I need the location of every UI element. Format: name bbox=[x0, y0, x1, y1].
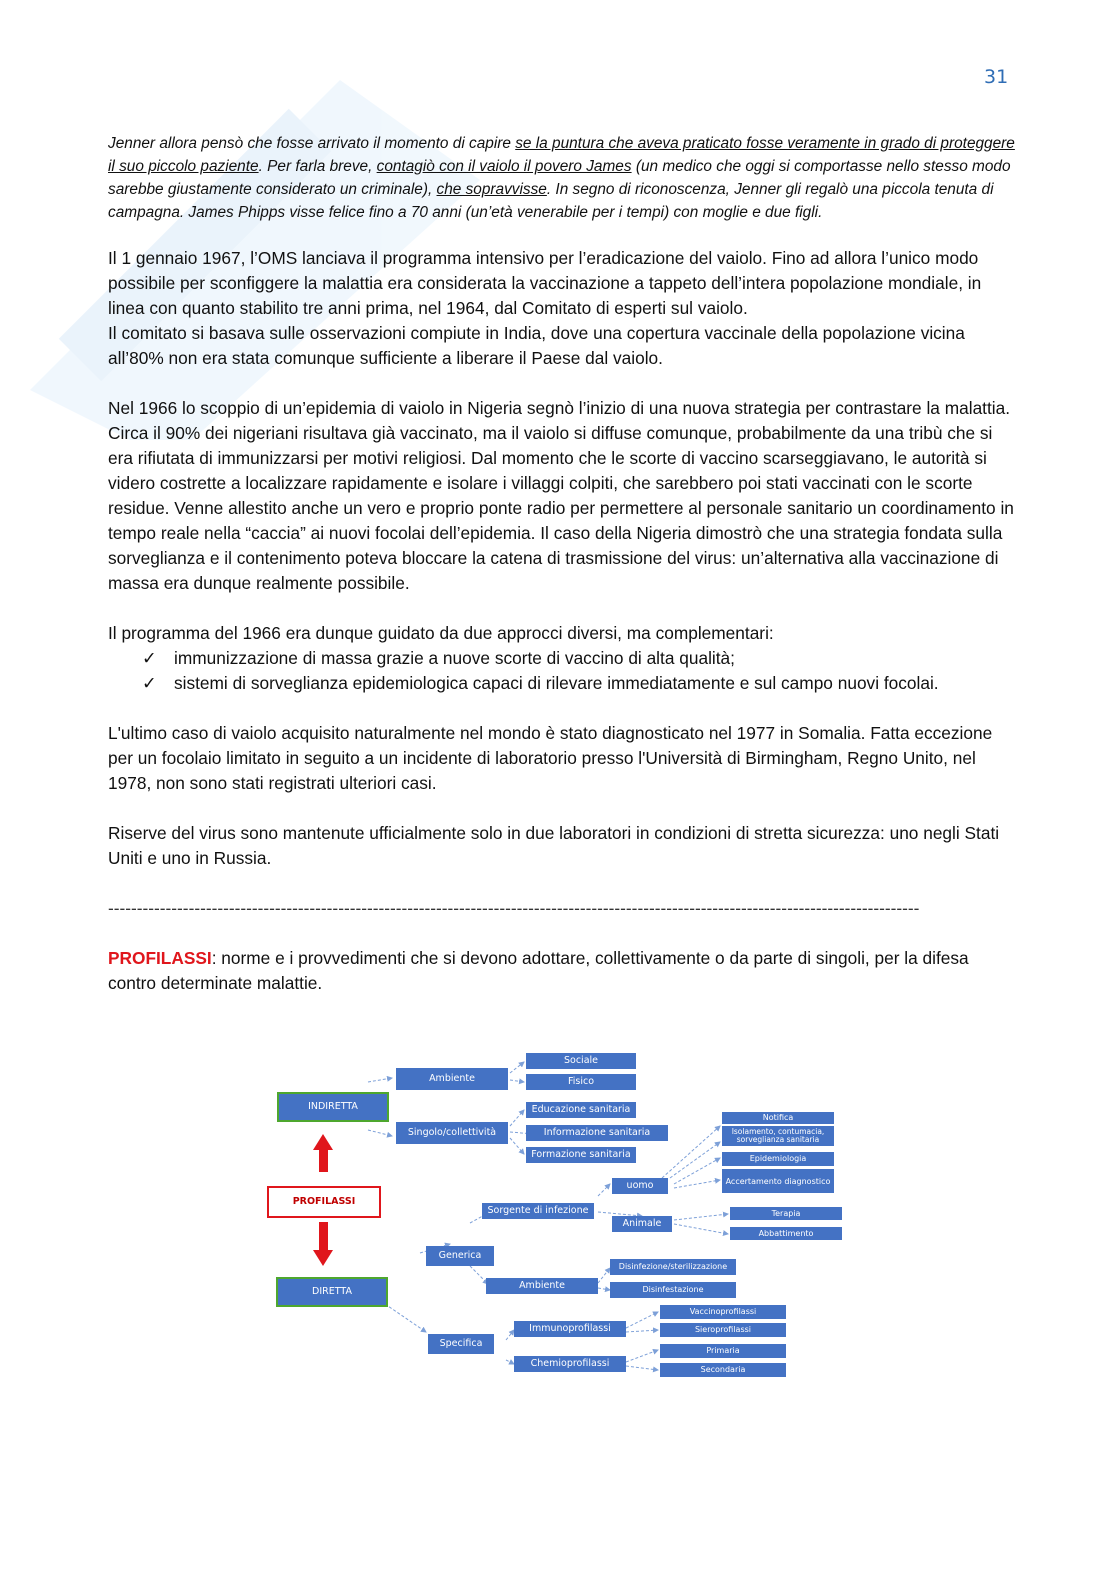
paragraph-ultimo-caso: L'ultimo caso di vaiolo acquisito naturalmente nel mondo è stato diagnosticato nel 1977 in Somalia. Fatta eccezione per un focolaio limitato in seguito a un incidente di laboratorio presso l'Università di Birmingham, Regno Unito, nel 1978, non sono stati registrati ulteriori casi. bbox=[108, 723, 993, 793]
italic-paragraph bbox=[108, 132, 1018, 224]
box-sieroprofilassi: Sieroprofilassi bbox=[660, 1323, 786, 1337]
box-specifica: Specifica bbox=[428, 1334, 494, 1354]
box-indiretta: INDIRETTA bbox=[277, 1092, 389, 1122]
box-ambiente: Ambiente bbox=[396, 1068, 508, 1090]
check-icon: ✓ bbox=[142, 673, 157, 693]
box-epidemiologia: Epidemiologia bbox=[722, 1152, 834, 1166]
profilassi-definition: : norme e i provvedimenti che si devono adottare, collettivamente o da parte di singoli, per la difesa contro determinate malattie. bbox=[108, 948, 969, 993]
paragraph-comitato: Il comitato si basava sulle osservazioni compiute in India, dove una copertura vaccinale della popolazione vicina all’80% non era stata comunque sufficiente a liberare il Paese dal vaiolo. bbox=[108, 323, 965, 368]
italic-text-4: . In segno di riconoscenza, Jenner gli regalò una piccola tenuta di campagna. James Phipps visse felice fino a 70 anni (un’età venerabile per i tempi) con moglie e due figli. bbox=[108, 181, 994, 221]
box-disinfestazione: Disinfestazione bbox=[610, 1282, 736, 1298]
paragraph-oms: Il 1 gennaio 1967, l’OMS lanciava il programma intensivo per l’eradicazione del vaiolo. Fino ad allora l’unico modo possibile per sconfiggere la malattia era considerata la vaccinazione a tappeto dell’intera popolazione mondiale, in linea con quanto stabilito tre anni prima, nel 1964, dal Comitato di esperti sul vaiolo. bbox=[108, 248, 982, 318]
list-item bbox=[142, 671, 1018, 696]
paragraph-programma: Il programma del 1966 era dunque guidato da due approcci diversi, ma complementari: bbox=[108, 623, 774, 643]
italic-text-2: . Per farla breve, bbox=[258, 158, 377, 175]
italic-underlined-3: che sopravvisse bbox=[436, 181, 547, 198]
box-sorgente-infezione: Sorgente di infezione bbox=[482, 1203, 594, 1219]
paragraph-riserve: Riserve del virus sono mantenute ufficialmente solo in due laboratori in condizioni di stretta sicurezza: uno negli Stati Uniti e uno in Russia. bbox=[108, 823, 1000, 868]
paragraph-profilassi bbox=[108, 946, 1018, 996]
page-number: 31 bbox=[984, 66, 1009, 88]
italic-text-1: Jenner allora pensò che fosse arrivato il momento di capire bbox=[108, 135, 516, 152]
box-sociale: Sociale bbox=[526, 1053, 636, 1069]
box-abbattimento: Abbattimento bbox=[730, 1227, 842, 1240]
box-fisico: Fisico bbox=[526, 1074, 636, 1090]
italic-text-3: (un medico che oggi si comportasse nello stesso modo sarebbe giustamente considerato un criminale), bbox=[108, 158, 1011, 198]
box-notifica: Notifica bbox=[722, 1112, 834, 1124]
profilassi-term: PROFILASSI bbox=[108, 948, 212, 968]
separator-line: --------------------------------------------------------------------------------------------------------------------------------------------- bbox=[108, 898, 920, 918]
box-educazione: Educazione sanitaria bbox=[526, 1102, 636, 1118]
profilassi-diagram bbox=[270, 1048, 870, 1388]
box-formazione: Formazione sanitaria bbox=[526, 1147, 636, 1163]
box-singolo-collettivita: Singolo/collettività bbox=[396, 1122, 508, 1144]
approach-list bbox=[108, 646, 1018, 696]
box-uomo: uomo bbox=[612, 1178, 668, 1194]
box-profilassi: PROFILASSI bbox=[267, 1186, 381, 1218]
body-text bbox=[108, 246, 1018, 996]
box-immunoprofilassi: Immunoprofilassi bbox=[514, 1321, 626, 1337]
box-animale: Animale bbox=[612, 1216, 672, 1232]
list-item-text: immunizzazione di massa grazie a nuove scorte di vaccino di alta qualità; bbox=[174, 648, 735, 668]
box-terapia: Terapia bbox=[730, 1207, 842, 1220]
box-generica: Generica bbox=[426, 1246, 494, 1266]
box-informazione: Informazione sanitaria bbox=[526, 1125, 668, 1141]
check-icon: ✓ bbox=[142, 648, 157, 668]
box-disinfezione: Disinfezione/sterilizzazione bbox=[610, 1259, 736, 1275]
box-accertamento: Accertamento diagnostico bbox=[722, 1169, 834, 1193]
box-ambiente-diretta: Ambiente bbox=[486, 1278, 598, 1294]
paragraph-nigeria: Nel 1966 lo scoppio di un’epidemia di vaiolo in Nigeria segnò l’inizio di una nuova strategia per contrastare la malattia. Circa il 90% dei nigeriani risultava già vaccinato, ma il vaiolo si diffuse comunque, probabilmente da una tribù che si era rifiutata di immunizzarsi per motivi religiosi. Dal momento che le scorte di vaccino scarseggiavano, le autorità si videro costrette a localizzare rapidamente e isolare i villaggi colpiti, che sarebbero poi stati vaccinati con le scorte residue. Venne allestito anche un vero e proprio ponte radio per permettere al personale sanitario un coordinamento in tempo reale nella “caccia” ai nuovi focolai dell’epidemia. Il caso della Nigeria dimostrò che una strategia fondata sulla sorveglianza e il contenimento poteva bloccare la catena di trasmissione del virus: un’alternativa alla vaccinazione di massa era dunque realmente possibile. bbox=[108, 398, 1014, 593]
box-diretta: DIRETTA bbox=[276, 1277, 388, 1307]
italic-underlined-2: contagiò con il vaiolo il povero James bbox=[376, 158, 632, 175]
list-item-text: sistemi di sorveglianza epidemiologica capaci di rilevare immediatamente e sul campo nuovi focolai. bbox=[174, 673, 939, 693]
box-primaria: Primaria bbox=[660, 1344, 786, 1358]
box-isolamento: Isolamento, contumacia, sorveglianza sanitaria bbox=[722, 1126, 834, 1146]
italic-underlined-1: se la puntura che aveva praticato fosse veramente in grado di proteggere il suo piccolo paziente bbox=[108, 135, 1015, 175]
box-chemioprofilassi: Chemioprofilassi bbox=[514, 1356, 626, 1372]
box-secondaria: Secondaria bbox=[660, 1363, 786, 1377]
list-item bbox=[142, 646, 1018, 671]
box-vaccinoprofilassi: Vaccinoprofilassi bbox=[660, 1305, 786, 1319]
